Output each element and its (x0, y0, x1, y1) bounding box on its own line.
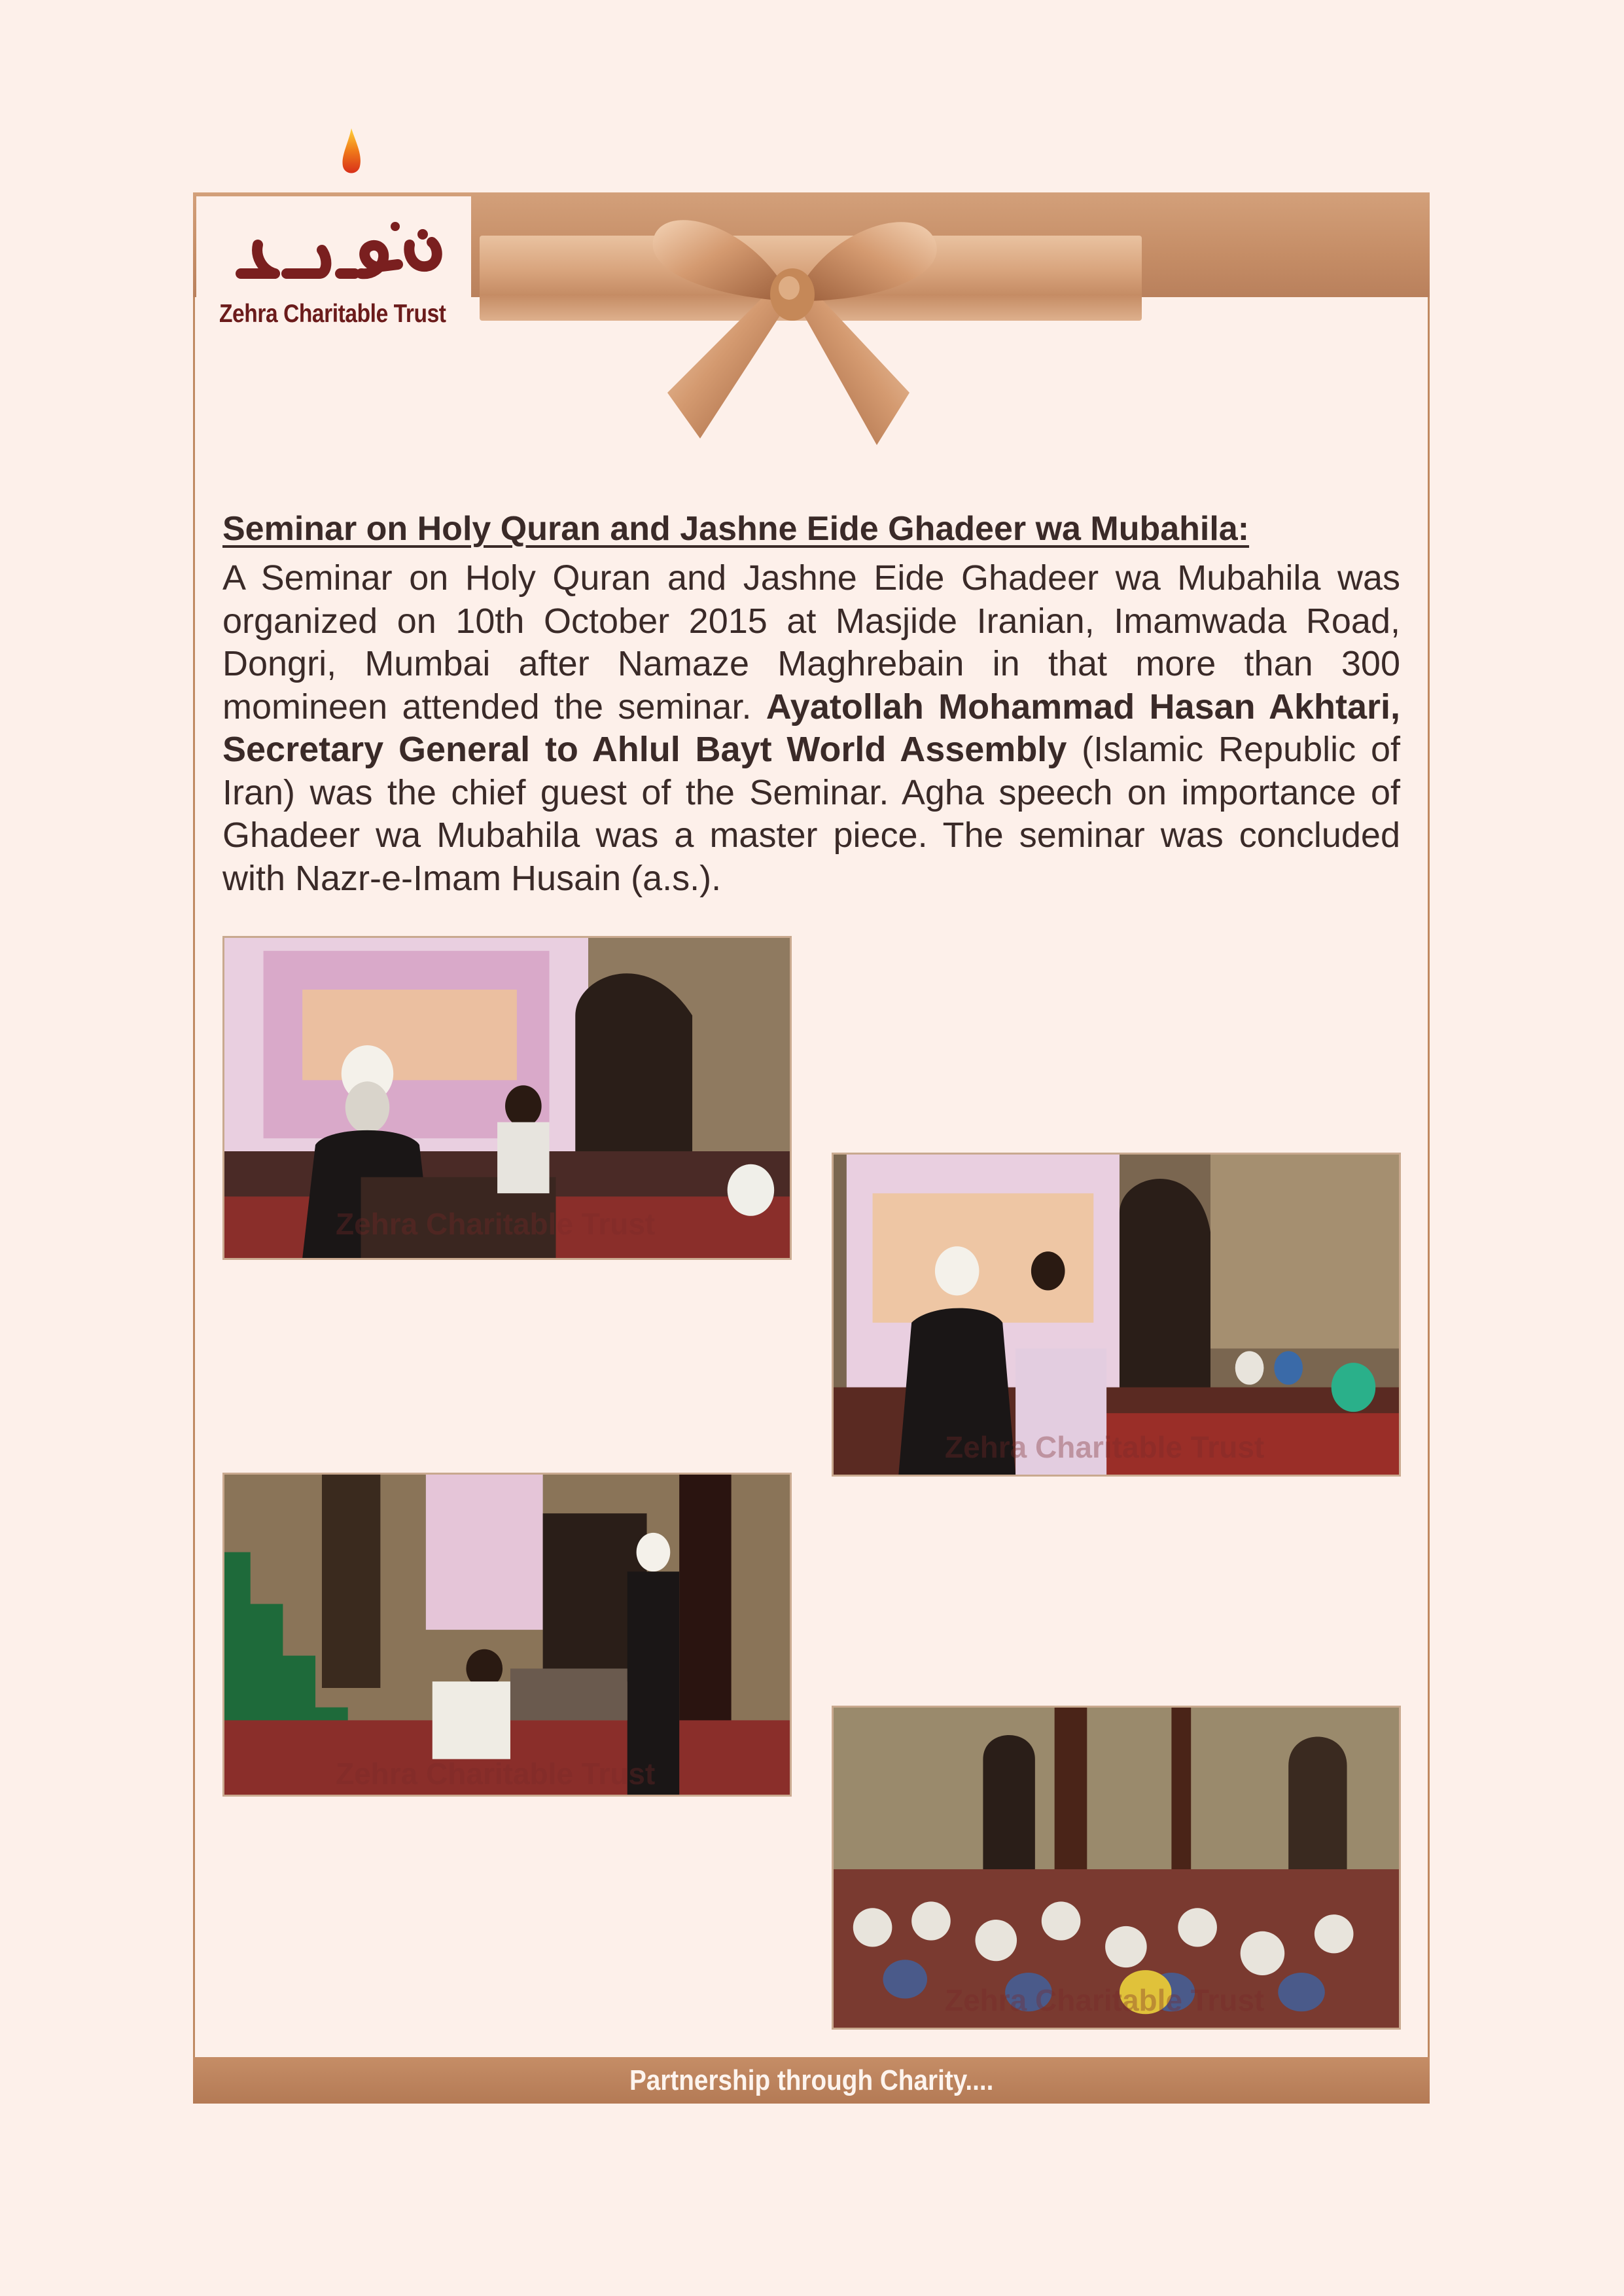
brand-name: Zehra Charitable Trust (219, 300, 446, 328)
article-body (222, 557, 1400, 900)
article-title: Seminar on Holy Quran and Jashne Eide Ghadeer wa Mubahila: (222, 510, 1250, 548)
footer-band (193, 2057, 1430, 2104)
photo-watermark: Zehra Charitable Trust (336, 1207, 656, 1241)
event-photo-speaker (222, 936, 792, 1260)
footer-tagline: Partnership through Charity.... (629, 2064, 994, 2096)
article-body-bold: Ayatollah Mohammad Hasan Akhtari, Secretary General to Ahlul Bayt World Assembly (222, 687, 1400, 769)
photo-image (834, 1708, 1399, 2028)
article-body-part2: (Islamic Republic of Iran) was the chief guest of the Seminar. Agha speech on importance of Ghadeer wa Mubahila was a master piece. The seminar was concluded with Nazr-e-Imam Husain (a.s.). (222, 730, 1400, 898)
photo-watermark: Zehra Charitable Trust (945, 1983, 1265, 2017)
event-photo-attendees (222, 1473, 792, 1797)
bow-icon (628, 196, 955, 445)
photo-image (834, 1155, 1399, 1475)
event-photo-crowd (832, 1706, 1401, 2030)
event-photo-podium (832, 1153, 1401, 1477)
photo-watermark: Zehra Charitable Trust (945, 1430, 1265, 1464)
article-body-part1: A Seminar on Holy Quran and Jashne Eide Ghadeer wa Mubahila was organized on 10th October 2015 at Masjide Iranian, Imamwada Road, Dongri, Mumbai after Namaze Maghrebain in that more than 300 momineen attended the seminar. (222, 558, 1400, 726)
photo-image (224, 1475, 790, 1795)
photo-watermark: Zehra Charitable Trust (336, 1757, 656, 1791)
flame-icon (340, 128, 362, 181)
zehra-calligraphy-logo-icon (236, 196, 445, 295)
